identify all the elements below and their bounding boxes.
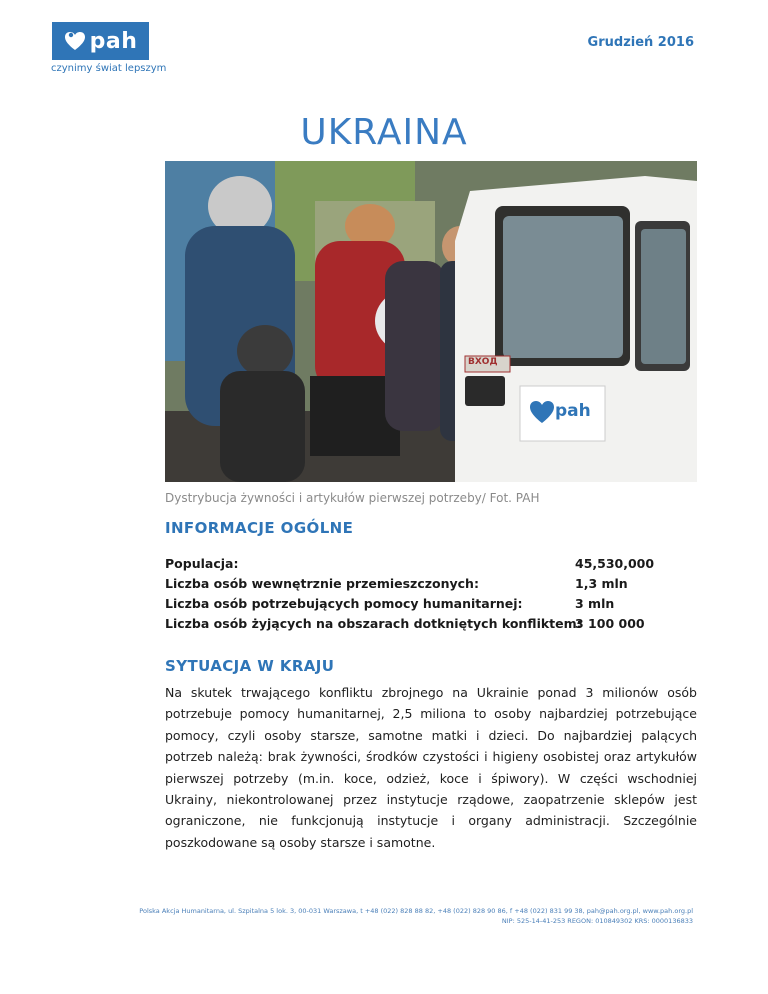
footer-registry: NIP: 525-14-41-253 REGON: 010849302 KRS: 0000136833 [501, 917, 693, 925]
situation-paragraph: Na skutek trwającego konfliktu zbrojnego na Ukrainie ponad 3 milionów osób potrzebuje pomocy humanitarnej, 2,5 miliona to osoby najbardziej potrzebujące pomocy, czyli osoby starsze, samotne matki i dzieci. Do najbardziej palących potrzeb należą: brak żywności, środków czystości i higieny osobistej oraz artykułów pierwszej potrzeby (m.in. koce, odzież, koce i śpiwory). W części wschodniej Ukrainy, niekontrolowanej przez instytucje rządowe, zaopatrzenie sklepów jest ograniczone, nie funkcjonują instytucje i organy administracji. Szczególnie poszkodowane są osoby starsze i samotne. [165, 685, 697, 850]
situation-heading: SYTUACJA W KRAJU [165, 657, 335, 675]
stat-value: 3 mln [575, 596, 615, 611]
general-info-heading: INFORMACJE OGÓLNE [165, 519, 354, 537]
stat-row [165, 616, 665, 636]
van-logo-text: pah [555, 401, 591, 421]
photo-caption: Dystrybucja żywności i artykułów pierwszej potrzeby/ Fot. PAH [165, 491, 540, 505]
pah-logo [52, 22, 149, 60]
stat-value: 3 100 000 [575, 616, 645, 631]
stat-row [165, 576, 665, 596]
stat-label: Liczba osób żyjących na obszarach dotkniętych konfliktem: [165, 616, 582, 631]
stat-row [165, 596, 665, 616]
stat-label: Liczba osób wewnętrznie przemieszczonych: [165, 576, 479, 591]
footer [130, 906, 693, 926]
footer-address: Polska Akcja Humanitarna, ul. Szpitalna 5 lok. 3, 00-031 Warszawa, t +48 (022) 828 88 82, +48 (022) 828 90 86, f +48 (022) 831 99 38, pah@pah.org.pl, www.pah.org.pl [139, 907, 693, 915]
logo-text: pah [89, 28, 138, 54]
stat-label: Liczba osób potrzebujących pomocy humanitarnej: [165, 596, 523, 611]
stat-row [165, 556, 665, 576]
tagline: czynimy świat lepszym [51, 63, 167, 74]
stat-label: Populacja: [165, 556, 239, 571]
stat-value: 45,530,000 [575, 556, 655, 571]
stat-value: 1,3 mln [575, 576, 628, 591]
report-date: Grudzień 2016 [587, 35, 694, 50]
distribution-photo [165, 161, 697, 482]
page-title: UKRAINA [300, 112, 468, 153]
heart-icon [64, 30, 86, 52]
van-entrance-sign: ВХОД [468, 357, 498, 367]
